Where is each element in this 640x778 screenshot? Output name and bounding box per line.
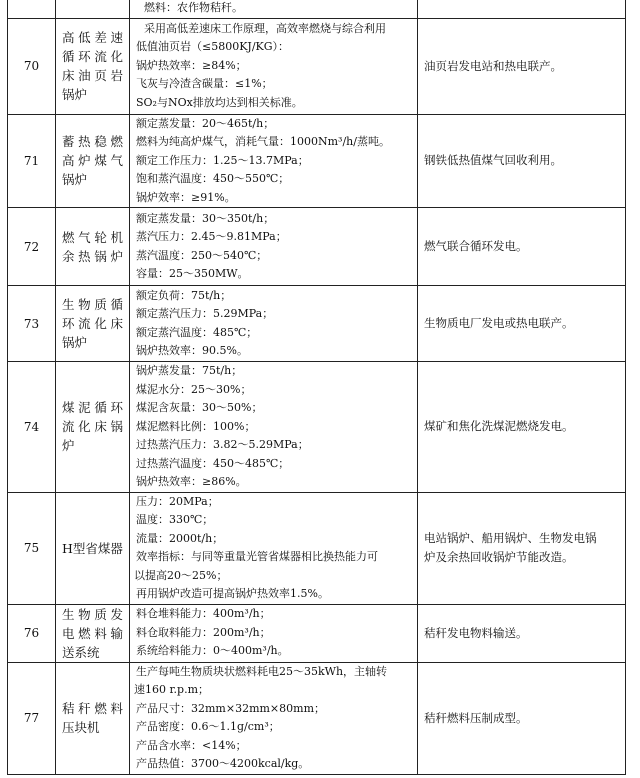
table-row [8,208,626,286]
product-name-cell [56,492,130,604]
product-name-line: 流化床锅 [62,419,123,435]
spec-line: 过热蒸汽压力：3.82～5.29MPa； [136,438,309,451]
spec-line: 产品尺寸：32mm×32mm×80mm； [136,701,326,715]
row-number: 74 [8,362,56,493]
product-name-line: 高炉煤气 [62,153,123,169]
application-cell [418,286,626,362]
table-row [8,114,626,208]
application-cell [418,208,626,286]
spec-line: 额定蒸汽压力：5.29MPa； [136,307,274,320]
spec-line: 速160 r.p.m； [134,683,210,696]
product-name-line: 高低差速 [62,30,123,45]
table-row [8,18,626,114]
application-line: 煤矿和焦化洗煤泥燃烧发电。 [424,419,574,434]
spec-line: 锅炉蒸发量：75t/h； [136,364,243,377]
application-cell [418,492,626,604]
application-line: 生物质电厂发电或热电联产。 [424,316,574,330]
spec-line: 额定负荷：75t/h； [136,288,232,302]
product-name-line: 生物质发 [62,606,123,622]
spec-line: 额定工作压力：1.25～13.7MPa； [136,153,309,167]
spec-line: 以提高20～25%； [134,568,228,582]
spec-line: 锅炉热效率：≥86%。 [136,475,247,488]
spec-line: 容量：25～350MW。 [136,267,249,280]
product-name-line: 炉 [62,438,75,454]
row-number: 76 [8,604,56,662]
product-name-cell [56,604,130,662]
technical-spec-cell [130,0,418,18]
spec-line: 系统给料能力：0～400m³/h。 [136,644,289,658]
spec-line: 温度：330℃； [136,513,214,526]
technical-spec-cell [130,208,418,286]
product-name-line: 床油页岩 [62,68,123,83]
product-name-cell [56,18,130,114]
product-name-line: 燃气轮机 [62,229,123,245]
product-name-cell [56,362,130,493]
product-name-line: 秸秆燃料 [62,701,123,716]
row-number [8,0,56,18]
application-line: 秸秆燃料压制成型。 [424,710,528,725]
product-name-cell [56,208,130,286]
application-line: 燃气联合循环发电。 [424,239,528,253]
technical-spec-cell [130,662,418,774]
application-line: 炉及余热回收锅炉节能改造。 [424,550,574,564]
table-row [8,662,626,774]
product-name-cell [56,114,130,208]
application-line: 秸秆发电物料输送。 [424,625,528,640]
application-cell [418,362,626,493]
product-name-line: 锅炉 [62,87,88,102]
product-name-line: 环流化床 [62,316,123,331]
table-row [8,492,626,604]
spec-line: 煤泥水分：25～30%； [136,382,252,396]
table-row [8,0,626,18]
application-cell [418,18,626,114]
spec-line: SO₂与NOx排放均达到相关标准。 [136,95,303,109]
product-name-cell [56,662,130,774]
technical-spec-cell [130,114,418,208]
spec-line: 产品含水率：<14%； [136,738,247,752]
spec-line: 过热蒸汽温度：450～485℃； [136,456,290,470]
application-cell [418,114,626,208]
spec-line: 煤泥含灰量：30～50%； [136,401,263,414]
spec-line: 锅炉热效率：90.5%。 [136,344,248,357]
spec-line: 蒸汽温度：250～540℃； [136,248,268,262]
spec-line: 再用锅炉改造可提高锅炉热效率1.5%。 [136,587,329,600]
spec-line: 额定蒸汽温度：485℃； [136,325,258,339]
application-cell [418,0,626,18]
product-name-line: 锅炉 [62,172,88,188]
application-cell [418,604,626,662]
row-number: 72 [8,208,56,286]
product-name-line: 电燃料输 [62,625,123,641]
spec-line: 燃料为纯高炉煤气，消耗气量：1000Nm³/h/蒸吨。 [136,135,390,148]
spec-line: 料仓堆料能力：400m³/h； [136,607,271,621]
spec-line: 煤泥燃料比例：100%； [136,419,256,433]
product-name-line: 压块机 [62,720,100,735]
technical-spec-cell [130,492,418,604]
table-row [8,286,626,362]
row-number: 77 [8,662,56,774]
product-name-line: 生物质循 [62,297,123,312]
spec-line: 燃料：农作物秸秆。 [144,1,243,14]
product-name-line: 送系统 [62,644,100,660]
technical-spec-cell [130,362,418,493]
table-row [8,604,626,662]
spec-line: 锅炉效率：≥91%。 [136,190,236,204]
spec-line: 低值油页岩（≤5800KJ/KG）： [136,40,290,54]
table-row [8,362,626,493]
row-number: 71 [8,114,56,208]
product-name-cell [56,286,130,362]
row-number: 75 [8,492,56,604]
spec-line: 压力：20MPa； [136,494,219,508]
spec-line: 锅炉热效率：≥84%； [136,58,247,72]
application-cell [418,662,626,774]
spec-line: 产品热值：3700～4200kcal/kg。 [136,757,310,770]
spec-line: 料仓取料能力：200m³/h； [136,625,271,639]
spec-line: 额定蒸发量：20～465t/h； [136,116,275,130]
application-line: 钢铁低热值煤气回收利用。 [424,153,562,168]
spec-line: 流量：2000t/h； [136,531,224,545]
product-name-line: 余热锅炉 [62,248,123,264]
row-number: 70 [8,18,56,114]
spec-line: 饱和蒸汽温度：450～550℃； [136,172,290,185]
spec-line: 生产每吨生物质块状燃料耗电25～35kWh，主轴转 [136,664,388,678]
spec-line: 效率指标：与同等重量光管省煤器相比换热能力可 [136,550,378,563]
product-name-line: 煤泥循环 [62,400,123,416]
technical-spec-cell [130,286,418,362]
product-name-cell [56,0,130,18]
spec-line: 飞灰与冷渣含碳量：≤1%； [136,77,273,91]
spec-line: 蒸汽压力：2.45～9.81MPa； [136,230,287,243]
row-number: 73 [8,286,56,362]
application-line: 油页岩发电站和热电联产。 [424,58,562,73]
product-name-line: 锅炉 [62,335,88,350]
spec-line: 产品密度：0.6～1.1g/cm³； [136,720,280,733]
product-name-line: 蓄热稳燃 [62,134,123,150]
technical-spec-cell [130,18,418,114]
spec-line: 额定蒸发量：30～350t/h； [136,211,275,225]
equipment-table [7,0,626,775]
spec-line: 采用高低差速床工作原理，高效率燃烧与综合利用 [144,21,386,35]
technical-spec-cell [130,604,418,662]
product-name-line: H型省煤器 [62,540,123,556]
application-line: 电站锅炉、船用锅炉、生物发电锅 [424,531,597,545]
product-name-line: 循环流化 [62,49,123,64]
